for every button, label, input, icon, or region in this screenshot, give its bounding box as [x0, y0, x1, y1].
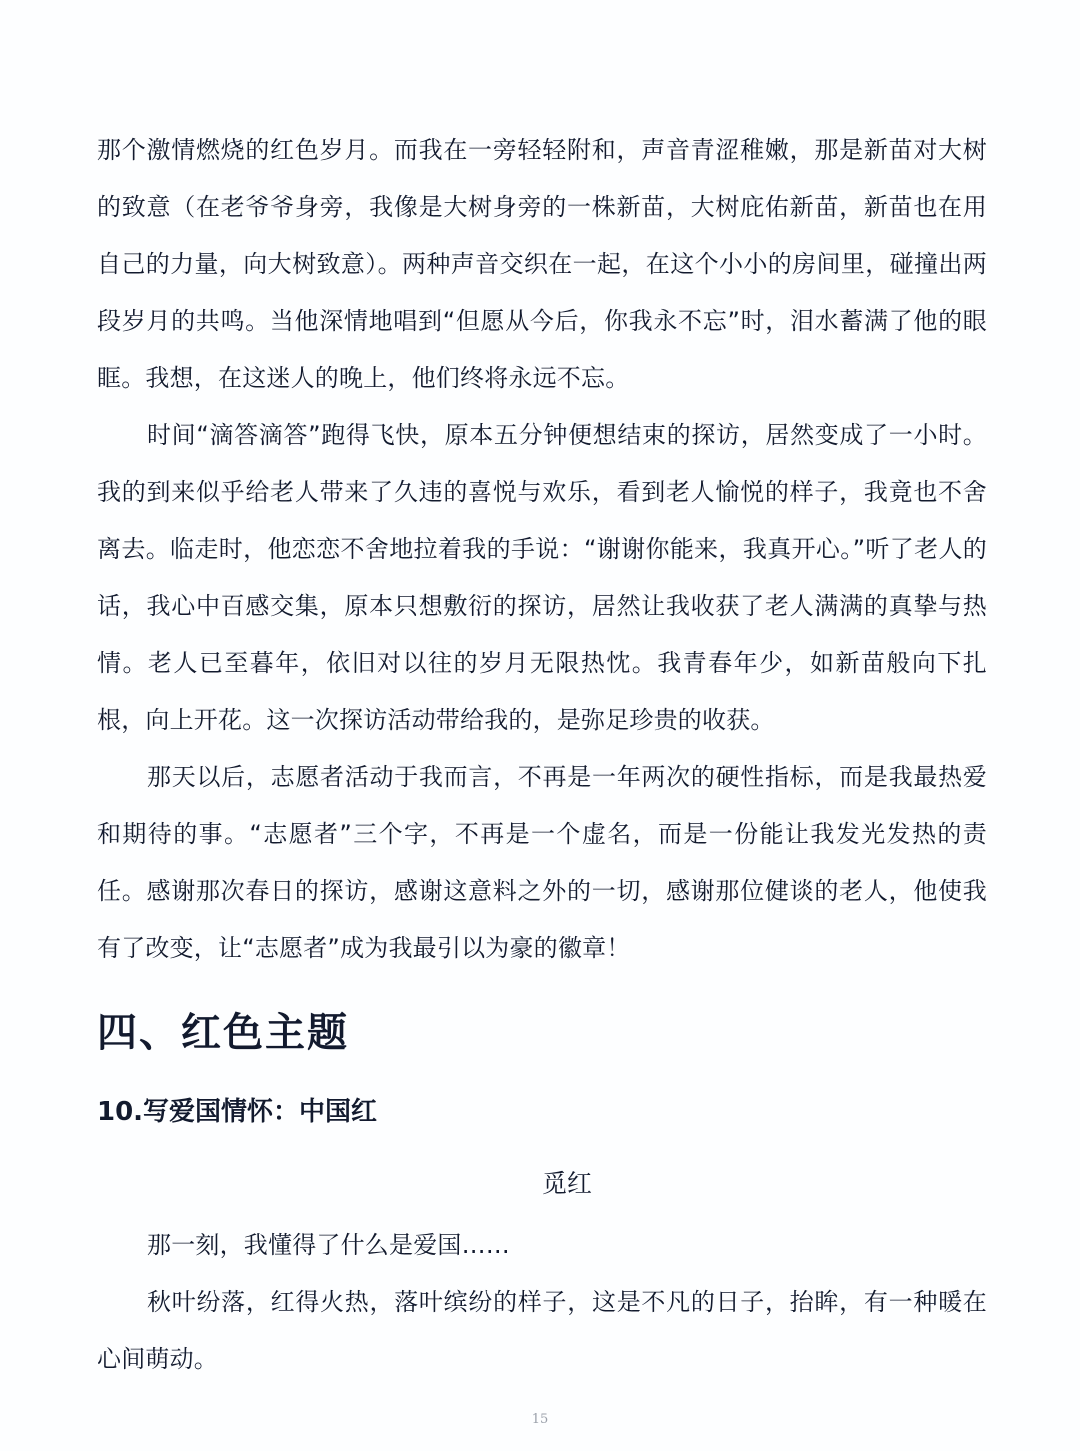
- document-body: [97, 122, 987, 1388]
- page-number: 15: [531, 1412, 549, 1427]
- body-paragraph: 那个激情燃烧的红色岁月。而我在一旁轻轻附和，声音青涩稚嫩，那是新苗对大树的致意（在老爷爷身旁，我像是大树身旁的一株新苗，大树庇佑新苗，新苗也在用自己的力量，向大树致意）。两种声音交织在一起，在这个小小的房间里，碰撞出两段岁月的共鸣。当他深情地唱到“但愿从今后，你我永不忘”时，泪水蓄满了他的眼眶。我想，在这迷人的晚上，他们终将永远不忘。: [97, 136, 987, 392]
- body-paragraph: 时间“滴答滴答”跑得飞快，原本五分钟便想结束的探访，居然变成了一小时。我的到来似乎给老人带来了久违的喜悦与欢乐，看到老人愉悦的样子，我竟也不舍离去。临走时，他恋恋不舍地拉着我的手说：“谢谢你能来，我真开心。”听了老人的话，我心中百感交集，原本只想敷衍的探访，居然让我收获了老人满满的真挚与热情。老人已至暮年，依旧对以往的岁月无限热忱。我青春年少，如新苗般向下扎根，向上开花。这一次探访活动带给我的，是弥足珍贵的收获。: [97, 421, 987, 734]
- section-heading: 四、红色主题: [97, 1010, 349, 1056]
- body-paragraph: 那天以后，志愿者活动于我而言，不再是一年两次的硬性指标，而是我最热爱和期待的事。“志愿者”三个字，不再是一个虚名，而是一份能让我发光发热的责任。感谢那次春日的探访，感谢这意料之外的一切，感谢那位健谈的老人，他使我有了改变，让“志愿者”成为我最引以为豪的徽章！: [97, 763, 987, 962]
- sub-heading: 10.写爱国情怀：中国红: [97, 1097, 378, 1127]
- essay-title: 觅红: [541, 1169, 592, 1198]
- essay-paragraph: 秋叶纷落，红得火热，落叶缤纷的样子，这是不凡的日子，抬眸，有一种暖在心间萌动。: [97, 1288, 987, 1373]
- essay-paragraph: 那一刻，我懂得了什么是爱国……: [147, 1231, 510, 1259]
